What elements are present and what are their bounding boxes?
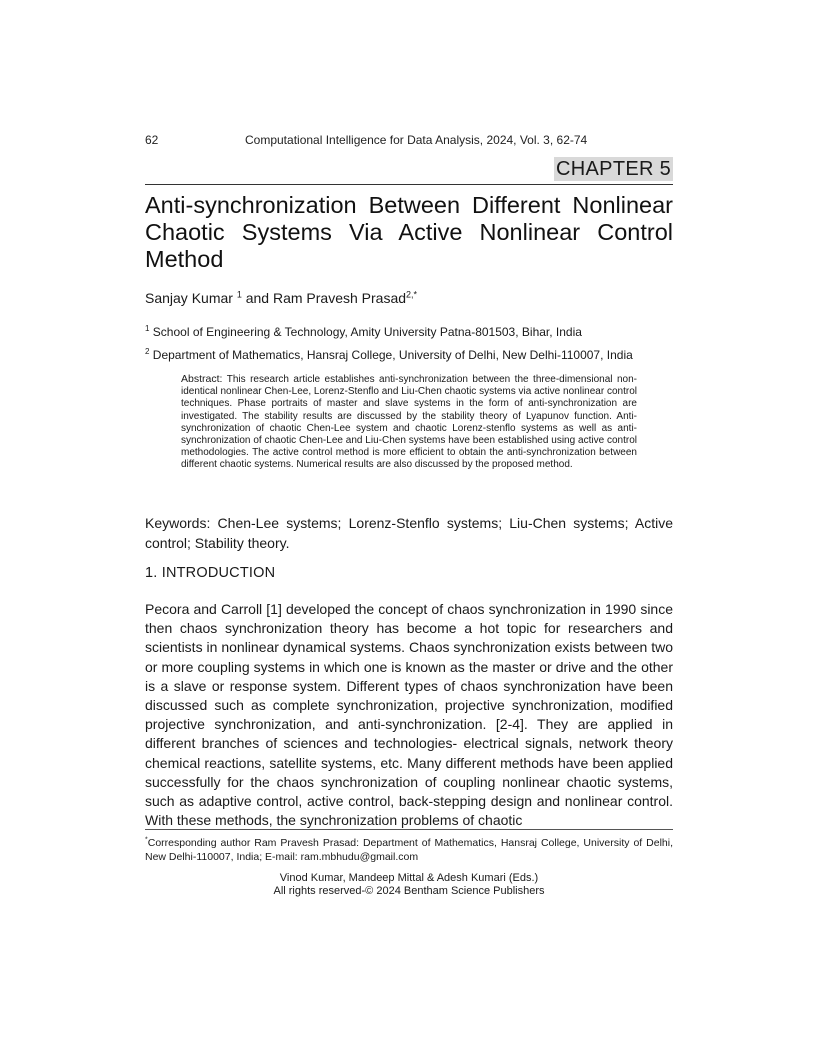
footnote-mark: * — [145, 836, 148, 844]
author-2-affiliation-mark: 2,* — [406, 289, 418, 300]
chapter-heading — [145, 157, 673, 181]
affiliation-1-text: School of Engineering & Technology, Amity University Patna-801503, Bihar, India — [152, 325, 582, 339]
affiliation-2-mark: 2 — [145, 347, 150, 356]
abstract-label: Abstract: — [181, 373, 223, 385]
keywords-label: Keywords: — [145, 515, 211, 531]
article-title: Anti-synchronization Between Different Nonlinear Chaotic Systems Via Active Nonlinear Control Method — [145, 192, 673, 272]
author-2-name: Ram Pravesh Prasad — [272, 290, 407, 306]
editors-line: Vinod Kumar, Mandeep Mittal & Adesh Kumari (Eds.) — [279, 872, 539, 884]
section-heading: 1. INTRODUCTION — [145, 565, 276, 581]
author-1-name: Sanjay Kumar — [145, 290, 233, 306]
keywords — [145, 513, 673, 553]
publisher-block — [145, 872, 673, 898]
corresponding-author-footnote — [145, 836, 673, 864]
affiliation-2-text: Department of Mathematics, Hansraj College, University of Delhi, New Delhi-110007, India — [152, 348, 633, 362]
abstract-text: This research article establishes anti-synchronization between the three-dimensional non-identical nonlinear Chen-Lee, Lorenz-Stenflo and Liu-Chen chaotic systems via active nonlinear control techniques. Phase portraits of master and slave systems in the form of anti-synchronization are investigated. The stability results are discussed by the stability theory of Lyapunov function. Anti-synchronization of chaotic Chen-Lee system and chaotic Lorenz-stenflo systems as well as anti-synchronization of chaotic Chen-Lee and Liu-Chen systems have been established using active control methodologies. The active control method is more efficient to obtain the anti-synchronization between different chaotic systems. Numerical results are also discussed by the proposed method. — [181, 374, 637, 471]
author-connector: and — [241, 290, 273, 306]
affiliation-2 — [145, 348, 673, 362]
footnote-divider — [145, 829, 673, 830]
author-1-affiliation-mark: 1 — [236, 289, 242, 300]
introduction-paragraph: Pecora and Carroll [1] developed the concept of chaos synchronization in 1990 since then chaos synchronization theory has become a hot topic for researchers and scientists in nonlinear dynamical systems. Chaos synchronization exists between two or more coupling systems in which one is known as the master or drive and the other is a slave or response system. Different types of chaos synchronization have been discussed such as complete synchronization, projective synchronization, modified projective synchronization, and anti-synchronization. [2-4]. They are applied in different branches of sciences and technologies- electrical signals, network theory chemical reactions, satellite systems, etc. Many different methods have been applied successfully for the chaos synchronization of coupling nonlinear chaotic systems, such as adaptive control, active control, back-stepping design and nonlinear control. With these methods, the synchronization problems of chaotic — [145, 601, 673, 829]
journal-citation: Computational Intelligence for Data Analysis, 2024, Vol. 3, 62-74 — [245, 133, 588, 147]
chapter-divider — [145, 184, 673, 185]
copyright-line: All rights reserved-© 2024 Bentham Science Publishers — [273, 885, 545, 897]
chapter-label: CHAPTER 5 — [556, 158, 671, 180]
keywords-text: Chen-Lee systems; Lorenz-Stenflo systems; Liu-Chen systems; Active control; Stability theory. — [145, 515, 674, 551]
author-line — [145, 290, 417, 306]
footnote-text: Corresponding author Ram Pravesh Prasad: Department of Mathematics, Hansraj College, University of Delhi, New Delhi-110007, India; E-mail: ram.mbhudu@gmail.com — [145, 837, 673, 863]
page-number: 62 — [145, 133, 159, 147]
affiliation-1-mark: 1 — [145, 324, 150, 333]
affiliation-1 — [145, 325, 673, 339]
abstract — [181, 373, 637, 472]
